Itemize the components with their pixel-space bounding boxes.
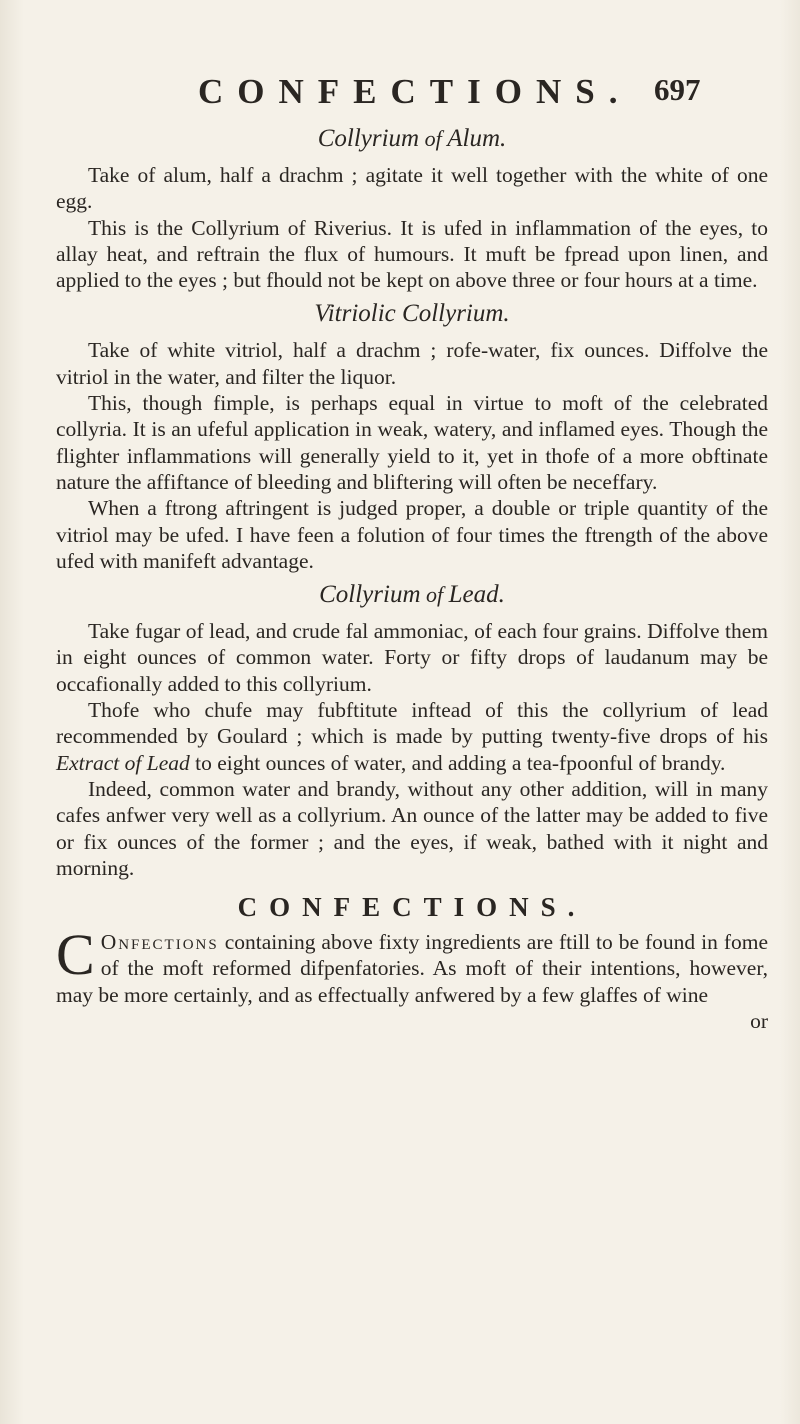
heading-collyrium-alum bbox=[56, 124, 768, 154]
extract-of-lead: Extract of Lead bbox=[56, 750, 190, 775]
heading-vitriolic-collyrium: Vitriolic Collyrium. bbox=[314, 300, 510, 328]
paragraph-vitriolic-astringent: When a ftrong aftringent is judged proper, a double or triple quantity of the vitriol may be ufed. I have feen a folution of four times the ftrength of the above ufed with manifeft advantage. bbox=[56, 496, 768, 573]
drop-cap: C bbox=[56, 922, 95, 988]
section-title-confections: CONFECTIONS. bbox=[237, 892, 587, 923]
paragraph-alum-use: This is the Collyrium of Riverius. It is ufed in inflammation of the eyes, to allay heat, and reftrain the flux of humours. It muft be fpread upon linen, and applied to the eyes ; but fhould not be kept on above three or four hours at a time. bbox=[56, 215, 768, 293]
first-word: Onfections bbox=[100, 930, 219, 955]
heading-lead-name: Lead. bbox=[448, 581, 505, 609]
page-number: 697 bbox=[654, 72, 701, 107]
goulard-text-before: Thofe who chufe may fubftitute inftead of this the collyrium of lead recommended by Goulard ; which is made by putting twenty-five drops of his bbox=[56, 698, 768, 749]
catchword: or bbox=[750, 1009, 768, 1034]
heading-lead-of: of bbox=[420, 582, 449, 608]
paragraph-lead-goulard bbox=[56, 697, 768, 776]
heading-alum-of: of bbox=[419, 126, 448, 151]
running-title: CONFECTIONS. bbox=[198, 72, 632, 111]
paragraph-lead-recipe: Take fugar of lead, and crude fal ammoniac, of each four grains. Diffolve them in eight ounces of common water. Forty or fifty drops of laudanum may be occafionally added to this collyrium. bbox=[56, 619, 768, 696]
page-text bbox=[56, 118, 768, 1034]
confections-text: containing above fixty ingredients are ftill to be found in fome of the moft reformed difpenfatories. As moft of their intentions, however, may be more certainly, and as effectually anfwered by a few glaffes of wine bbox=[56, 930, 768, 1007]
heading-lead-main: Collyrium bbox=[319, 581, 421, 609]
heading-collyrium-lead bbox=[56, 580, 768, 610]
paragraph-lead-brandy: Indeed, common water and brandy, without any other addition, will in many cafes anfwer very well as a collyrium. An ounce of the latter may be added to five or fix ounces of the former ; and the eyes, if weak, bathed with it night and morning. bbox=[56, 776, 768, 880]
paragraph-alum-recipe: Take of alum, half a drachm ; agitate it well together with the white of one egg. bbox=[56, 163, 768, 214]
heading-alum-name: Alum. bbox=[447, 125, 507, 152]
heading-alum-main: Collyrium bbox=[317, 125, 420, 152]
paragraph-vitriolic-recipe: Take of white vitriol, half a drachm ; rofe-water, fix ounces. Diffolve the vitriol in the water, and filter the liquor. bbox=[56, 338, 768, 389]
paragraph-vitriolic-virtue: This, though fimple, is perhaps equal in virtue to moft of the celebrated collyria. It is an ufeful application in weak, watery, and inflamed eyes. Though the flighter inflammations will generally yield to it, yet in thofe of a more obftinate nature the affiftance of bleeding and bliftering will often be neceffary. bbox=[56, 391, 768, 494]
goulard-text-after: to eight ounces of water, and adding a tea-fpoonful of brandy. bbox=[189, 750, 726, 775]
running-head bbox=[0, 72, 800, 122]
paragraph-confections-intro bbox=[56, 922, 768, 1008]
